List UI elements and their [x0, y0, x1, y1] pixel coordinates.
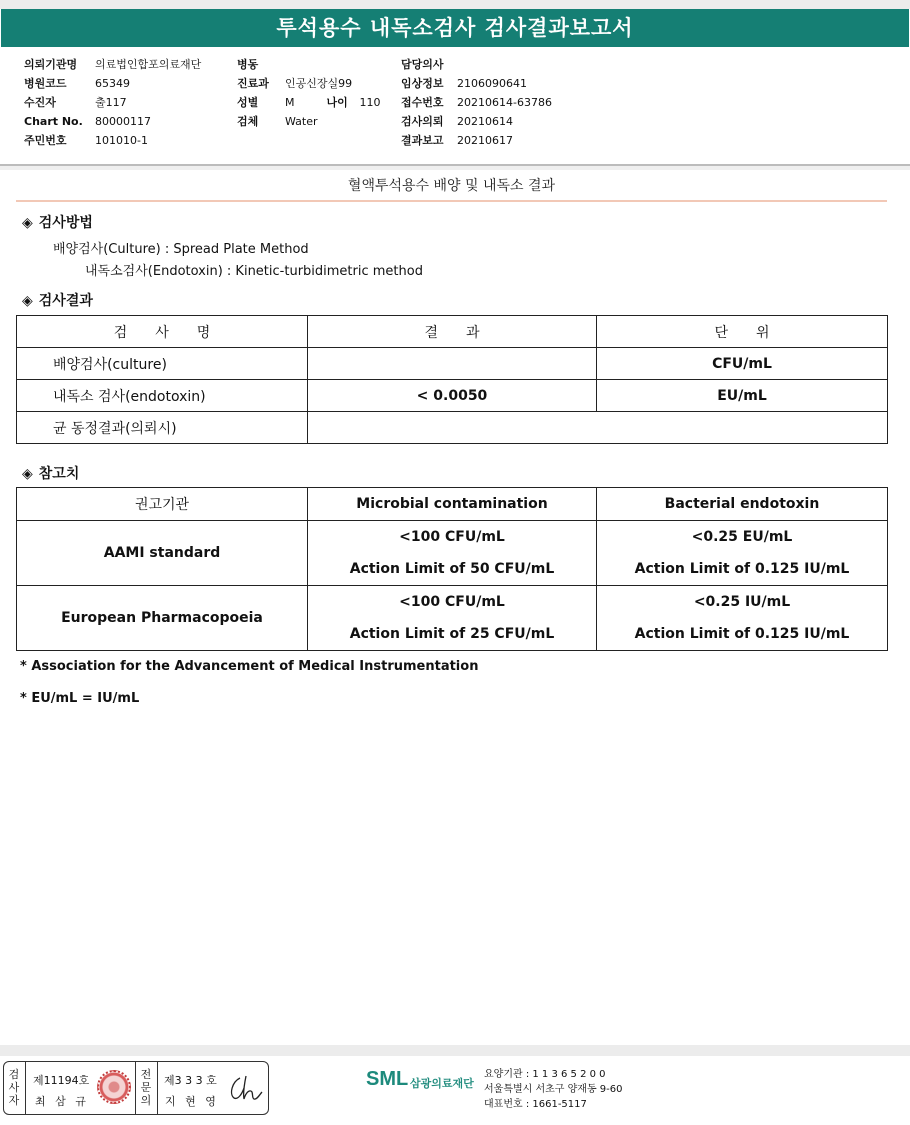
info-label: 의뢰기관명 — [24, 58, 78, 71]
test-result: < 0.0050 — [308, 380, 597, 412]
info-row — [24, 93, 201, 112]
specialist-label-text: 전문의 — [140, 1068, 152, 1107]
signature-divider — [157, 1062, 158, 1114]
info-row — [24, 74, 201, 93]
divider-shadow — [0, 166, 910, 170]
footnote: * EU/mL = IU/mL — [20, 691, 140, 706]
report-subtitle: 혈액투석용수 배양 및 내독소 결과 — [16, 173, 887, 202]
info-value: 65349 — [95, 77, 130, 90]
tester-label-text: 검사자 — [8, 1068, 20, 1107]
footer-margin — [0, 1045, 910, 1056]
test-name: 내독소 검사(endotoxin) — [17, 380, 308, 412]
info-row — [401, 93, 552, 112]
info-value: 의료법인합포의료재단 — [95, 58, 202, 71]
age-label: 나이 — [326, 96, 348, 109]
seal-stamp-icon — [97, 1070, 131, 1104]
endotoxin-limit — [597, 586, 888, 651]
info-value: 2106090641 — [457, 77, 527, 90]
specialist-license-no: 제3 3 3 호 — [164, 1074, 217, 1087]
specialist-name: 지 현 영 — [165, 1095, 219, 1108]
info-value: 인공신장실99 — [285, 77, 353, 90]
table-row — [17, 586, 888, 651]
header-info-col2 — [237, 55, 381, 131]
limit-line: <0.25 IU/mL — [693, 594, 791, 610]
diamond-bullet-icon: ◈ — [22, 293, 33, 309]
method-culture: 배양검사(Culture) : Spread Plate Method — [53, 242, 309, 257]
organization: AAMI standard — [17, 521, 308, 586]
limit-line: <0.25 EU/mL — [691, 529, 793, 545]
info-value: 20210614-63786 — [457, 96, 552, 109]
column-header: 권고기관 — [17, 488, 308, 521]
info-label: 진료과 — [237, 77, 269, 90]
info-row — [24, 112, 201, 131]
table-header-row — [17, 488, 888, 521]
diamond-bullet-icon: ◈ — [22, 466, 33, 482]
company-address — [484, 1067, 623, 1112]
address-line: 요양기관 : 1 1 3 6 5 2 0 0 — [484, 1069, 606, 1080]
signature-divider — [135, 1062, 136, 1114]
tester-label — [7, 1068, 21, 1120]
tester-license-no: 제11194호 — [33, 1074, 90, 1087]
info-row — [401, 74, 552, 93]
info-row — [237, 93, 381, 112]
method-endotoxin: 내독소검사(Endotoxin) : Kinetic-turbidimetric method — [85, 264, 423, 279]
test-result — [308, 348, 597, 380]
microbial-limit — [308, 521, 597, 586]
result-table — [16, 315, 888, 444]
info-row — [24, 131, 201, 150]
table-row — [17, 521, 888, 586]
limit-line: <100 CFU/mL — [399, 594, 505, 610]
info-row — [401, 112, 552, 131]
info-value: Water — [285, 115, 318, 128]
limit-line: <100 CFU/mL — [399, 529, 505, 545]
report-footer — [0, 1056, 910, 1125]
limit-line: Action Limit of 50 CFU/mL — [349, 561, 555, 577]
test-unit: EU/mL — [597, 380, 888, 412]
info-value: 80000117 — [95, 115, 151, 128]
info-label: 접수번호 — [401, 96, 444, 109]
column-header: Bacterial endotoxin — [597, 488, 888, 521]
info-value: 출117 — [95, 96, 127, 109]
signature-divider — [25, 1062, 26, 1114]
identification-label: 균 동정결과(의뢰시) — [17, 412, 308, 444]
section-heading-method — [22, 212, 93, 232]
info-label: 검체 — [237, 115, 259, 128]
info-value: 101010-1 — [95, 134, 148, 147]
section-label: 참고치 — [38, 466, 80, 482]
section-heading-result — [22, 290, 93, 310]
section-label: 검사방법 — [38, 215, 93, 231]
info-value: 20210614 — [457, 115, 513, 128]
signature-box — [3, 1061, 269, 1115]
report-title: 투석용수 내독소검사 검사결과보고서 — [1, 9, 909, 47]
info-label: 주민번호 — [24, 134, 67, 147]
organization: European Pharmacopoeia — [17, 586, 308, 651]
info-label: 임상정보 — [401, 77, 444, 90]
info-label: 성별 — [237, 96, 259, 109]
specialist-label — [139, 1068, 153, 1120]
section-heading-reference — [22, 463, 79, 483]
limit-line: Action Limit of 25 CFU/mL — [349, 626, 555, 642]
info-row — [401, 55, 552, 74]
info-row — [237, 74, 381, 93]
column-header: 검 사 명 — [17, 316, 308, 348]
info-label: 병동 — [237, 58, 259, 71]
table-row — [17, 380, 888, 412]
test-name: 배양검사(culture) — [17, 348, 308, 380]
handwritten-signature-icon — [226, 1072, 264, 1106]
info-row — [237, 112, 381, 131]
address-line: 대표번호 : 1661-5117 — [484, 1099, 587, 1110]
column-header: Microbial contamination — [308, 488, 597, 521]
info-row — [237, 55, 381, 74]
info-label: 결과보고 — [401, 134, 444, 147]
header-info-col1 — [24, 55, 201, 150]
info-value: M — [285, 96, 295, 109]
info-label: 수진자 — [24, 96, 56, 109]
logo-name: 삼광의료재단 — [410, 1077, 474, 1090]
limit-line: Action Limit of 0.125 IU/mL — [634, 561, 850, 577]
info-label: Chart No. — [24, 115, 83, 128]
info-label: 병원코드 — [24, 77, 67, 90]
reference-table — [16, 487, 888, 651]
address-line: 서울특별시 서초구 양재동 9-60 — [484, 1084, 623, 1095]
microbial-limit — [308, 586, 597, 651]
table-row — [17, 348, 888, 380]
table-row — [17, 412, 888, 444]
age-value: 110 — [359, 96, 381, 109]
info-row — [401, 131, 552, 150]
test-unit: CFU/mL — [597, 348, 888, 380]
info-label: 담당의사 — [401, 58, 444, 71]
identification-value — [308, 412, 888, 444]
endotoxin-limit — [597, 521, 888, 586]
footnote: * Association for the Advancement of Medical Instrumentation — [20, 659, 479, 674]
logo-mark: SML — [366, 1068, 409, 1090]
limit-line: Action Limit of 0.125 IU/mL — [634, 626, 850, 642]
table-header-row — [17, 316, 888, 348]
column-header: 결 과 — [308, 316, 597, 348]
header-info-col3 — [401, 55, 552, 150]
diamond-bullet-icon: ◈ — [22, 215, 33, 231]
info-row — [24, 55, 201, 74]
section-label: 검사결과 — [38, 293, 93, 309]
top-margin — [0, 0, 910, 9]
info-label: 검사의뢰 — [401, 115, 444, 128]
info-value: 20210617 — [457, 134, 513, 147]
column-header: 단 위 — [597, 316, 888, 348]
tester-name: 최 삼 규 — [35, 1095, 89, 1108]
